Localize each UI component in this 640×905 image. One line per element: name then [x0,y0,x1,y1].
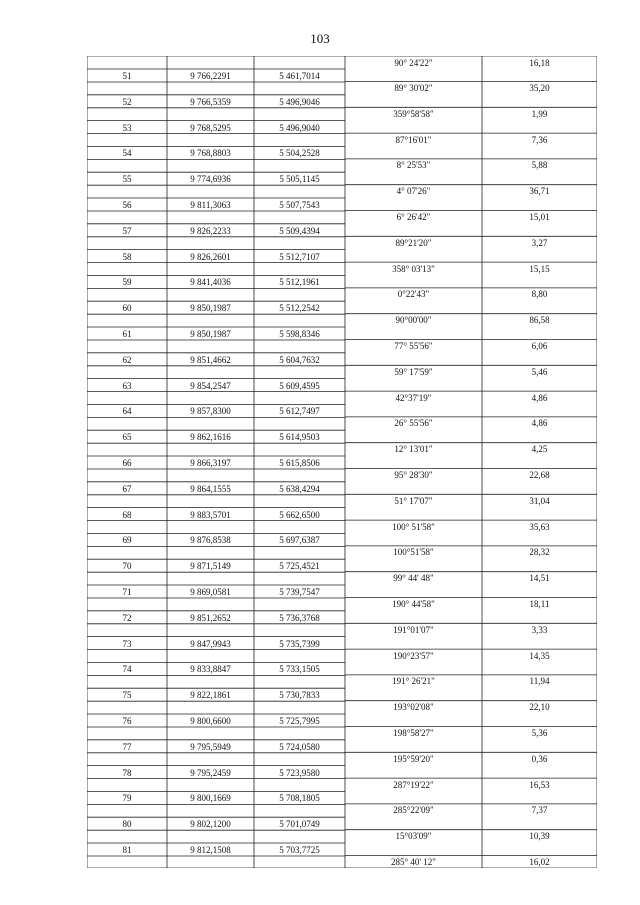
segment-length: 11,94 [529,676,550,687]
coordinate-x: 9 811,3063 [190,200,231,210]
coordinate-y: 5 739,7547 [279,587,320,597]
coordinate-y: 5 604,7632 [279,354,320,365]
segment-length: 36,71 [529,186,550,197]
segment-length: 14,35 [529,650,550,661]
coordinate-x: 9 774,6936 [190,174,231,185]
coordinate-x: 9 866,3197 [190,458,231,468]
coordinate-y: 5 735,7399 [279,638,320,649]
segment-angle: 0°22'43" [397,289,430,300]
segment-angle: 8° 25'53" [396,160,431,171]
page-number: 103 [310,31,330,46]
point-number: 53 [122,122,132,133]
segment-angle: 26° 55'56" [394,418,433,429]
segment-angle: 77° 55'56" [394,341,433,351]
point-number: 77 [122,741,132,752]
coordinate-x: 9 850,1987 [190,303,231,314]
coordinate-y: 5 496,9040 [279,122,320,133]
segment-angle: 90°00'00" [395,315,432,326]
segment-angle: 42°37'19" [395,392,432,403]
coordinate-x: 9 864,1555 [190,483,231,494]
coordinate-x: 9 854,2547 [190,380,231,391]
coordinate-x: 9 850,1987 [190,329,231,339]
segment-length: 8,80 [531,289,548,300]
coordinate-x: 9 847,9943 [190,638,231,649]
point-number: 56 [122,200,132,210]
coordinate-y: 5 723,9580 [279,767,320,778]
coordinate-y: 5 598,8346 [279,329,320,339]
segment-angle: 359°58'58" [393,108,434,119]
segment-length: 16,53 [529,779,550,790]
coordinate-x: 9 768,5295 [190,122,231,133]
segment-length: 4,25 [531,444,548,455]
segment-length: 3,27 [531,237,548,248]
segment-length: 5,46 [531,366,548,377]
segment-length: 5,36 [531,728,548,738]
coordinate-x: 9 766,5359 [190,96,231,107]
point-number: 52 [122,96,132,107]
segment-length: 5,88 [531,160,548,171]
point-number: 70 [122,561,132,572]
segment-angle: 191° 26'21" [392,676,435,687]
segment-angle: 285°22'09" [393,805,434,816]
segment-length: 22,68 [529,470,550,480]
segment-angle: 193°02'08" [393,702,434,713]
point-number: 80 [122,819,132,830]
segment-angle: 195°59'20" [393,753,434,764]
point-number: 78 [122,767,132,778]
segment-length: 28,32 [529,547,550,558]
point-number: 72 [122,612,132,623]
segment-length: 14,51 [529,573,550,584]
coordinate-y: 5 609,4595 [279,380,320,391]
coordinate-y: 5 736,3768 [279,612,320,623]
segment-length: 7,37 [531,805,548,816]
segment-angle: 191°01'07" [393,624,434,635]
point-number: 71 [122,587,132,597]
coordinate-x: 9 851,2652 [190,612,231,623]
coordinate-x: 9 802,1200 [190,819,231,830]
point-number: 64 [122,406,132,417]
coordinate-y: 5 730,7833 [279,690,320,701]
segment-length: 15,01 [529,212,550,222]
point-number: 63 [122,380,132,391]
coordinate-x: 9 795,2459 [190,767,231,778]
segment-length: 18,11 [529,599,550,609]
segment-length: 1,99 [531,108,548,119]
segment-angle: 198°58'27" [393,728,434,738]
coordinate-y: 5 733,1505 [279,664,320,675]
coordinate-y: 5 697,6387 [279,535,320,546]
segment-length: 4,86 [531,418,548,429]
coordinate-x: 9 826,2233 [190,225,231,236]
segment-angle: 100°51'58" [393,547,434,558]
point-number: 51 [122,71,132,81]
coordinate-y: 5 461,7014 [279,71,320,81]
coordinate-x: 9 883,5701 [190,509,231,520]
point-number: 54 [122,148,132,159]
segment-angle: 51° 17'07" [394,495,433,506]
segment-length: 0,36 [531,753,548,764]
segment-angle: 287°19'22" [393,779,434,790]
point-number: 62 [122,354,132,365]
coordinate-y: 5 701,0749 [279,819,320,830]
segment-length: 15,15 [529,263,550,274]
coordinate-x: 9 851,4662 [190,354,231,365]
coordinate-y: 5 725,4521 [279,561,320,572]
coordinate-y: 5 724,0580 [279,741,320,752]
point-number: 73 [122,638,132,649]
coordinate-x: 9 841,4036 [190,277,231,288]
coordinate-y: 5 504,2528 [279,148,320,159]
segment-angle: 358° 03'13" [392,263,435,274]
segment-length: 35,20 [529,83,550,93]
coordinate-x: 9 822,1861 [190,690,231,701]
coordinate-y: 5 662,6500 [279,509,320,520]
coordinate-y: 5 496,9046 [279,96,320,107]
segment-length: 86,58 [529,315,550,326]
coordinate-x: 9 800,1669 [190,793,231,804]
segment-angle: 15°03'09" [395,831,432,842]
coordinate-x: 9 871,5149 [190,561,231,572]
segment-length: 6,06 [531,341,548,351]
point-number: 68 [122,509,132,520]
segment-angle: 285° 40' 12" [391,857,436,867]
segment-angle: 89° 30'02" [394,83,433,93]
segment-angle: 12° 13'01" [394,444,433,455]
point-number: 76 [122,716,132,726]
coordinate-x: 9 833,8847 [190,664,231,675]
coordinate-x: 9 812,1508 [190,845,231,855]
coordinate-y: 5 512,2542 [279,303,320,314]
point-number: 55 [122,174,132,185]
point-number: 81 [122,845,132,855]
coordinate-x: 9 795,5949 [190,741,231,752]
segment-angle: 190°23'57" [393,650,434,661]
coordinate-y: 5 615,8506 [279,458,320,468]
segment-angle: 90° 24'22" [394,58,433,68]
segment-angle: 99° 44' 48" [393,573,434,584]
point-number: 69 [122,535,132,546]
segment-angle: 89°21'20" [395,237,432,248]
point-number: 58 [122,251,132,262]
segment-length: 16,02 [529,857,550,867]
coordinate-x: 9 826,2601 [190,251,231,262]
coordinates-table [87,56,597,868]
coordinate-y: 5 725,7995 [279,716,320,726]
point-number: 79 [122,793,132,804]
point-number: 57 [122,225,132,236]
coordinate-y: 5 509,4394 [279,225,320,236]
point-number: 60 [122,303,132,314]
point-number: 65 [122,432,132,443]
coordinate-y: 5 505,1145 [279,174,320,185]
coordinate-y: 5 703,7725 [279,845,320,855]
coordinate-x: 9 766,2291 [190,71,231,81]
point-number: 75 [122,690,132,701]
segment-length: 31,04 [529,495,550,506]
coordinate-y: 5 614,9503 [279,432,320,443]
segment-length: 22,10 [529,702,550,713]
coordinate-x: 9 857,8300 [190,406,231,417]
coordinate-y: 5 638,4294 [279,483,320,494]
point-number: 74 [122,664,132,675]
coordinate-x: 9 862,1616 [190,432,231,443]
segment-angle: 190° 44'58" [392,599,435,609]
coordinate-x: 9 869,0581 [190,587,231,597]
segment-angle: 87°16'01" [395,134,432,145]
coordinate-x: 9 768,8803 [190,148,231,159]
segment-angle: 59° 17'59" [394,366,433,377]
point-number: 66 [122,458,132,468]
segment-length: 35,63 [529,521,550,532]
coordinate-y: 5 512,7107 [279,251,320,262]
coordinate-y: 5 708,1805 [279,793,320,804]
coordinate-y: 5 612,7497 [279,406,320,417]
segment-angle: 6° 26'42" [396,212,431,222]
coordinate-x: 9 800,6600 [190,716,231,726]
coordinate-y: 5 507,7543 [279,200,320,210]
point-number: 59 [122,277,132,288]
segment-length: 10,39 [529,831,550,842]
segment-length: 7,36 [531,134,548,145]
segment-angle: 4° 07'26" [396,186,431,197]
segment-angle: 95° 28'30" [394,470,433,480]
segment-length: 3,33 [531,624,548,635]
segment-angle: 100° 51'58" [392,521,435,532]
segment-length: 16,18 [529,58,550,68]
point-number: 67 [122,483,132,494]
segment-length: 4,86 [531,392,548,403]
point-number: 61 [122,329,132,339]
coordinate-x: 9 876,8538 [190,535,231,546]
coordinate-y: 5 512,1961 [279,277,320,288]
